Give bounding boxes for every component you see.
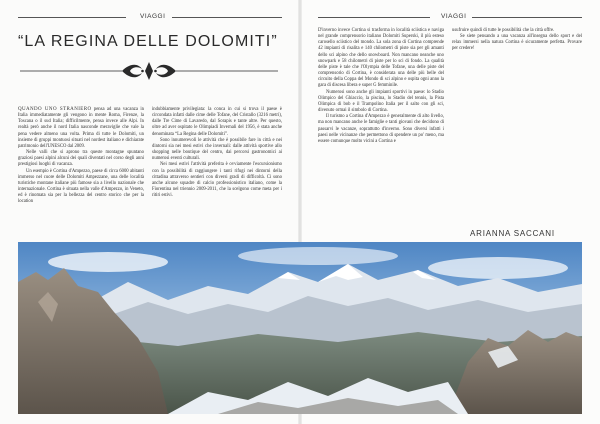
flourish-divider-icon (18, 60, 280, 82)
header-rule-left-b (172, 17, 282, 18)
paragraph-text: indubbiamente privilegiata: la conca in cui si trova il paese è circondata infatti dalle cime delle Tofane, del Cristallo (3216 metri), dalle Tre Cime di Lavaredo, dal Sorapis e tante altre. Per questo, oltre ad aver ospitato le Olimpiadi Invernali del 1956, è stata anche denominata “La Regina delle Dolomiti”. (152, 107, 282, 137)
article-column-2 (152, 107, 282, 199)
paragraph-text: usufruire quindi di tutte le possibilità che la città offre. (452, 28, 555, 33)
header-rule-left-a (18, 17, 126, 18)
paragraph-text: pensa ad una vacanza in Italia immediatamente gli vengono in mente Roma, Firenze, la Toscana o il sud Italia; difficilmente, pensa invece alle Alpi. In realtà però anche il nord Italia nasconde meraviglie che vale la pena vedere almeno una volta. Prima di tutte le Dolomiti, un insieme di gruppi montuosi situati nel nordest italiano e dichiarate patrimonio dell'UNESCO dal 2009. (18, 107, 144, 149)
mountain-panorama-photo (18, 242, 582, 414)
header-rule-right-b (472, 17, 582, 18)
section-label-right: VIAGGI (441, 13, 467, 20)
author-byline: ARIANNA SACCANI (470, 229, 555, 238)
section-label-left: VIAGGI (140, 13, 166, 20)
paragraph-text: Un esempio è Cortina d'Ampezzo, paese di circa 6000 abitanti immerso nel cuore delle Dolomiti Ampezzane, una delle località turistiche montane italiane più famose sia a livello nazionale che internazionale. Cortina è situata nella valle d'Ampezzo, in Veneto, ed è rinomata sia per la bellezza del centro storico che per la location (18, 168, 144, 205)
paragraph-text: Numerosi sono anche gli impianti sportivi in paese: lo Stadio Olimpico del Ghiaccio, la piscina, lo Stadio del tennis, la Pista Olimpica di bob e il Trampolino Italia per il salto con gli sci, divenuto ormai il simbolo di Cortina. (318, 89, 444, 114)
article-title: “LA REGINA DELLE DOLOMITI” (18, 33, 278, 50)
article-column-1 (18, 107, 144, 206)
article-column-3 (318, 28, 444, 145)
paragraph-text: Il turismo a Cortina d'Ampezzo è generalmente di alto livello, ma non mancano anche le famiglie e tanti giovani che decidono di passarvi le vacanze, soprattutto d'inverno. Sono diversi infatti i paesi nelle vicinanze che permettono di spendere un po' meno, ma essere comunque molto vicini a Cortina e (318, 114, 444, 144)
article-column-4 (452, 28, 582, 53)
paragraph-text: Nelle valli che si aprono tra queste montagne spuntano graziosi paesi alpini alcuni dei quali diventati nel corso degli anni prestigiosi luoghi di vacanza. (18, 150, 144, 168)
paragraph-text: Nei mesi estivi l'attività preferita è ovviamente l'escursionismo con la possibilità di raggiungere i tanti rifugi nei dintorni della cittadina attraverso sentieri con diversi gradi di difficoltà. Ci sono anche alcune squadre di calcio professionistico italiano, come la Fiorentina nel triennio 2009-2011, che la scelgono come meta per i ritiri estivi. (152, 162, 282, 199)
paragraph-text: Sono innumerevoli le attività che è possibile fare in città e nei dintorni sia nei mesi estivi che invernali: dalle attività sportive allo shopping nelle boutique del centro, dai percorsi gastronomici ai numerosi eventi culturali. (152, 137, 282, 162)
paragraph-text: D'inverno invece Cortina si trasforma in località sciistica e naviga nel grande comprensorio italiano Dolomiti Superski, il più esteso carosello sciistico del mondo. La sola zona di Cortina comprende 42 impianti di risalita e 140 chilometri di piste sia per gli amanti dello sci alpino che dello snowboard. Non mancano neanche uno snowpark e 58 chilometri di piste per lo sci di fondo. La qualità delle piste è tale che l'Olympia delle Tofane, una delle piste del comprensorio di Cortina, è considerata una delle più belle del circuito della Coppa del Mondo di sci alpino e ospita ogni anno la gara di discesa libera e super G femminile. (318, 28, 444, 89)
lead-in-text: QUANDO UNO STRANIERO (18, 107, 92, 112)
header-rule-right-a (318, 17, 430, 18)
paragraph-text: Se siete pensando a una vacanza all'insegna dello sport e del relax immersi nella natura Cortina è sicuramente perfetta. Provare per credere! (452, 34, 582, 52)
